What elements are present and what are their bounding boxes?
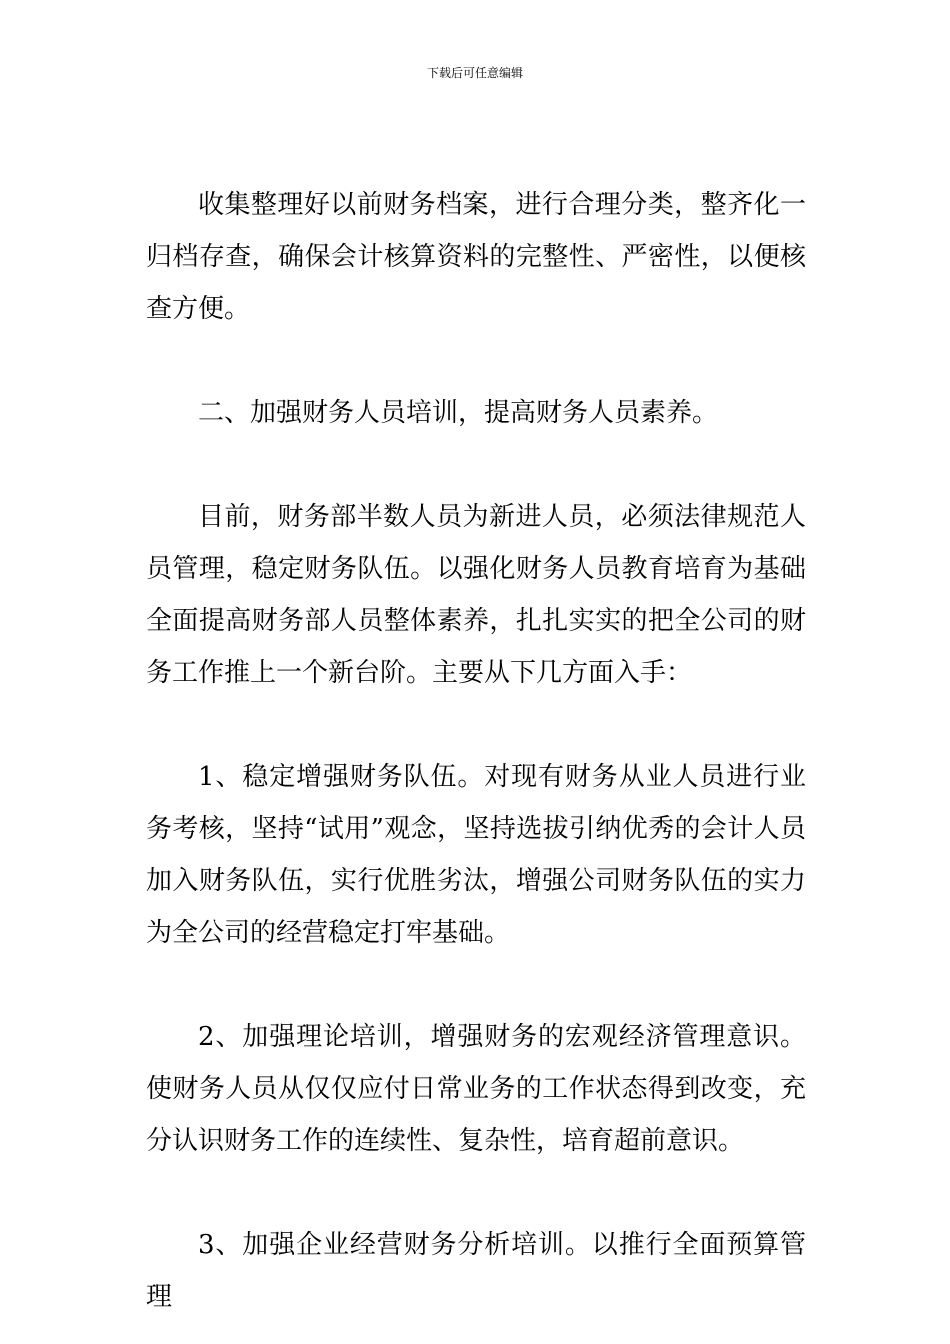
paragraph-gap [146,959,806,1011]
document-body [146,179,806,1323]
section-heading-training: 二、加强财务人员培训，提高财务人员素养。 [198,398,719,428]
list-item-3: 3、加强企业经营财务分析培训。以推行全面预算管理 [146,1230,806,1312]
paragraph-current-status: 目前，财务部半数人员为新进人员，必须法律规范人员管理，稳定财务队伍。以强化财务人员教育培育为基础全面提高财务部人员整体素养，扎扎实实的把全公司的财务工作推上一个新台阶。主要从下几方面入手： [146,502,806,688]
paragraph-gap [146,335,806,387]
list-item-2: 2、加强理论培训，增强财务的宏观经济管理意识。使财务人员从仅仅应付日常业务的工作状态得到改变，充分认识财务工作的连续性、复杂性，培育超前意识。 [146,1022,806,1156]
paragraph-gap [146,1167,806,1219]
paragraph-gap [146,699,806,751]
page-header: 下载后可任意编辑 [426,66,523,80]
list-item-1: 1、稳定增强财务队伍。对现有财务从业人员进行业务考核，坚持“试用”观念，坚持选拔引纳优秀的会计人员加入财务队伍，实行优胜劣汰，增强公司财务队伍的实力为全公司的经营稳定打牢基础。 [146,762,806,948]
paragraph-archive: 收集整理好以前财务档案，进行合理分类，整齐化一归档存查，确保会计核算资料的完整性、严密性，以便核查方便。 [146,190,806,324]
paragraph-gap [146,439,806,491]
